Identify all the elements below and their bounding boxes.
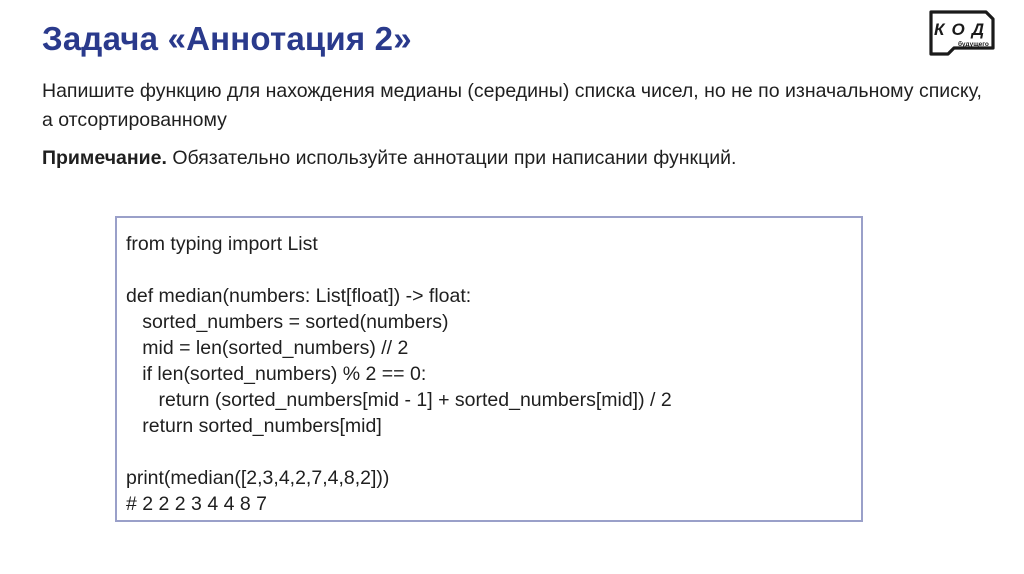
code-block <box>115 216 863 522</box>
code-line: # 2 2 2 3 4 4 8 7 <box>126 493 267 515</box>
code-line: return (sorted_numbers[mid - 1] + sorted_numbers[mid]) / 2 <box>126 389 672 411</box>
note-text: Обязательно используйте аннотации при написании функций. <box>166 147 737 169</box>
task-description-text: Напишите функцию для нахождения медианы (середины) списка чисел, но не по изначальному списку, а отсортированному <box>42 80 982 131</box>
code-line: def median(numbers: List[float]) -> float: <box>126 285 472 307</box>
kod-budushchego-logo <box>926 8 998 56</box>
note <box>42 144 992 173</box>
code-line: return sorted_numbers[mid] <box>126 415 382 437</box>
slide-title: Задача «Аннотация 2» <box>42 20 412 57</box>
logo-word: КОД <box>934 20 984 39</box>
code-line: if len(sorted_numbers) % 2 == 0: <box>126 363 427 385</box>
task-description <box>42 77 992 135</box>
note-label: Примечание. <box>42 147 167 169</box>
code-line: sorted_numbers = sorted(numbers) <box>126 311 449 333</box>
code-line: print(median([2,3,4,2,7,4,8,2])) <box>126 467 390 489</box>
code-line: from typing import List <box>126 233 318 255</box>
logo-subword: будущего <box>958 41 989 48</box>
code-line: mid = len(sorted_numbers) // 2 <box>126 337 409 359</box>
